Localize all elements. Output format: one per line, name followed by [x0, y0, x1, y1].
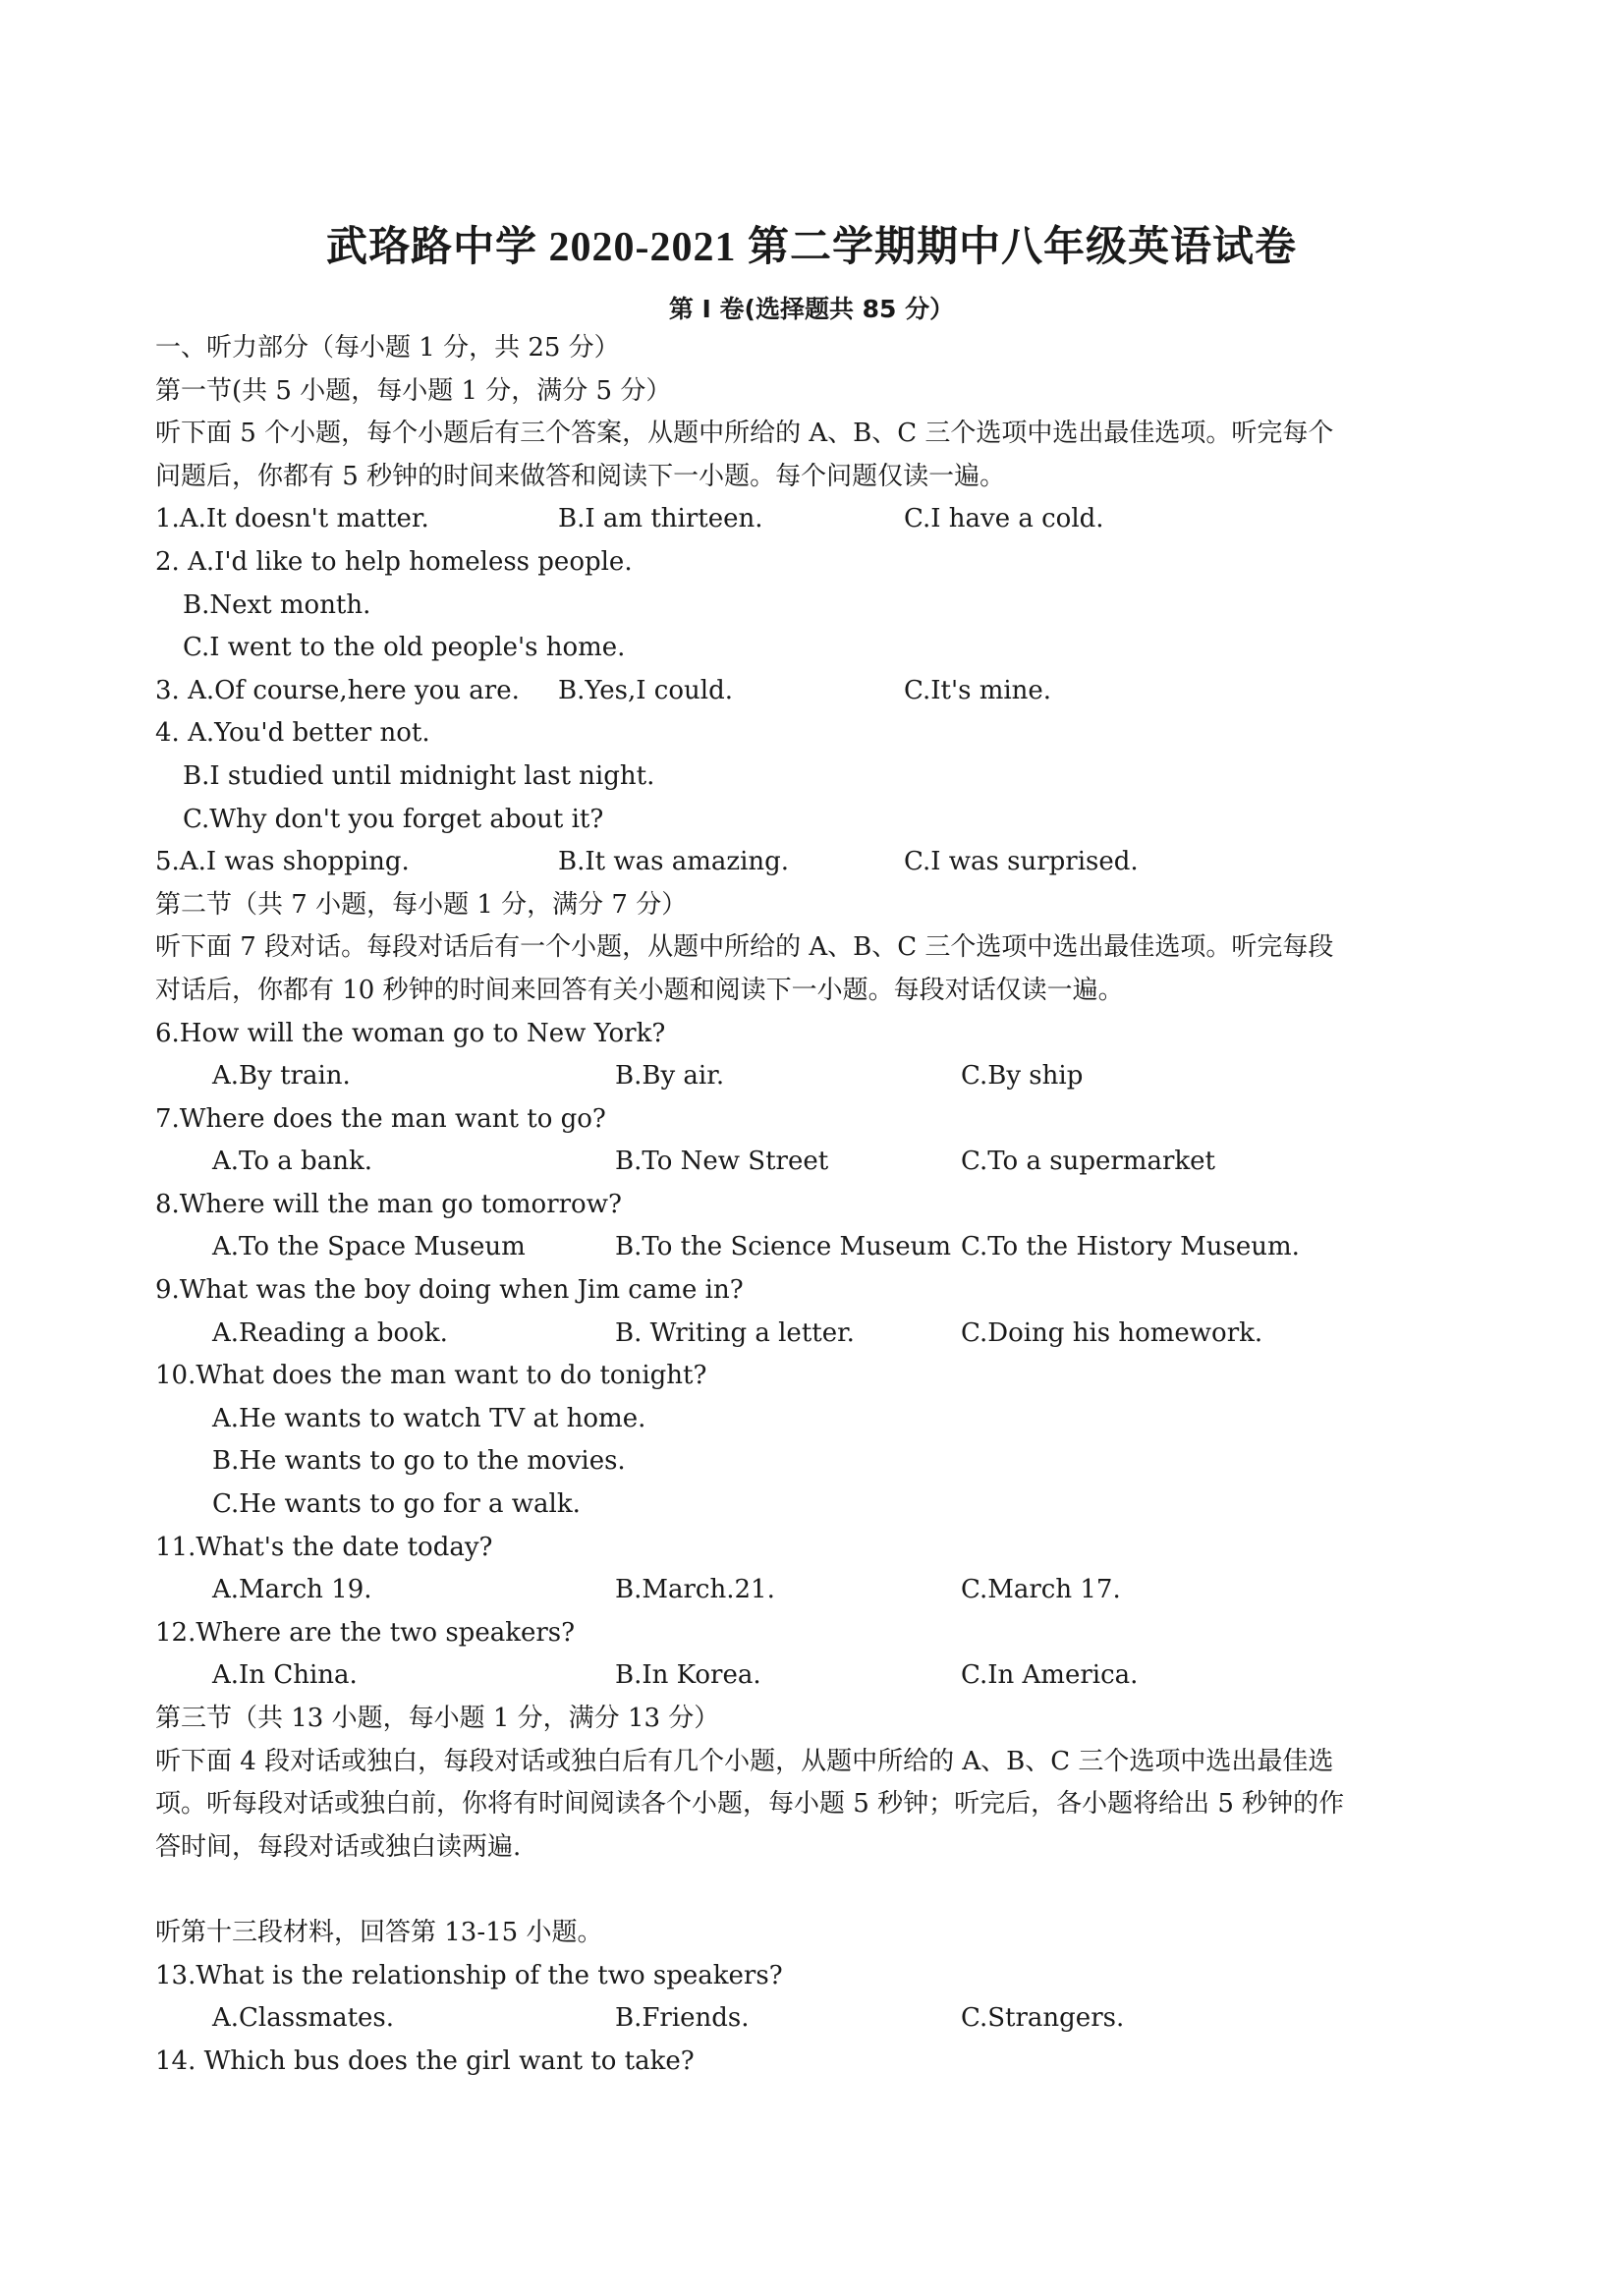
q9-option-a: A.Reading a book. — [212, 1317, 448, 1348]
q2-option-a: 2. A.I'd like to help homeless people. — [155, 546, 633, 577]
question-1-options — [155, 498, 1491, 541]
q5-option-c: C.I was surprised. — [904, 847, 1139, 877]
question-5-options — [155, 841, 1491, 884]
q3-option-a: 3. A.Of course,here you are. — [155, 675, 520, 705]
q8-option-b: B.To the Science Museum — [615, 1232, 951, 1262]
q7-option-c: C.To a supermarket — [961, 1147, 1215, 1177]
section3-instructions-line3: 答时间，每段对话或独白读两遍. — [155, 1831, 522, 1862]
q7-option-a: A.To a bank. — [212, 1147, 372, 1177]
q5-option-a: 5.A.I was shopping. — [155, 847, 410, 877]
question-12: 12.Where are the two speakers? — [155, 1617, 576, 1648]
q8-option-a: A.To the Space Museum — [212, 1232, 526, 1262]
question-13: 13.What is the relationship of the two speakers? — [155, 1960, 783, 1990]
question-14: 14. Which bus does the girl want to take? — [155, 2045, 695, 2076]
question-8-options — [155, 1226, 1491, 1269]
q2-option-c: C.I went to the old people's home. — [183, 633, 626, 663]
question-12-options — [155, 1654, 1491, 1698]
q1-option-c: C.I have a cold. — [904, 504, 1104, 534]
q12-option-b: B.In Korea. — [615, 1660, 761, 1691]
q13-option-a: A.Classmates. — [212, 2003, 395, 2034]
section1-heading: 第一节(共 5 小题，每小题 1 分，满分 5 分） — [155, 375, 672, 406]
q13-option-b: B.Friends. — [615, 2003, 750, 2034]
q3-option-c: C.It's mine. — [904, 675, 1052, 705]
section3-instructions-line1: 听下面 4 段对话或独白，每段对话或独白后有几个小题，从题中所给的 A、B、C 三个选项中选出最佳选 — [155, 1746, 1334, 1776]
exam-content — [155, 327, 1491, 2083]
q12-option-c: C.In America. — [961, 1660, 1139, 1691]
section3-heading: 第三节（共 13 小题，每小题 1 分，满分 13 分） — [155, 1704, 720, 1733]
q10-option-a: A.He wants to watch TV at home. — [212, 1403, 646, 1433]
section3-instructions-line2: 项。听每段对话或独白前，你将有时间阅读各个小题，每小题 5 秒钟；听完后，各小题将给出 5 秒钟的作 — [155, 1789, 1345, 1820]
section2-instructions-line1: 听下面 7 段对话。每段对话后有一个小题，从题中所给的 A、B、C 三个选项中选出最佳选项。听完每段 — [155, 932, 1334, 963]
question-10: 10.What does the man want to do tonight? — [155, 1361, 707, 1391]
q6-option-c: C.By ship — [961, 1061, 1084, 1092]
q4-option-b: B.I studied until midnight last night. — [183, 760, 655, 791]
q12-option-a: A.In China. — [212, 1660, 358, 1691]
q2-option-b: B.Next month. — [183, 589, 371, 620]
q1-option-b: B.I am thirteen. — [558, 504, 763, 534]
q10-option-b: B.He wants to go to the movies. — [212, 1446, 626, 1477]
exam-subtitle: 第 I 卷(选择题共 85 分） — [668, 295, 955, 323]
question-6: 6.How will the woman go to New York? — [155, 1018, 666, 1048]
q11-option-a: A.March 19. — [212, 1575, 372, 1605]
question-6-options — [155, 1055, 1491, 1098]
question-11: 11.What's the date today? — [155, 1532, 493, 1562]
q3-option-b: B.Yes,I could. — [558, 675, 733, 705]
q10-option-c: C.He wants to go for a walk. — [212, 1489, 581, 1520]
q6-option-b: B.By air. — [615, 1061, 725, 1092]
question-9-options — [155, 1313, 1491, 1356]
question-3-options — [155, 670, 1491, 713]
q11-option-c: C.March 17. — [961, 1575, 1121, 1605]
q7-option-b: B.To New Street — [615, 1147, 829, 1177]
q6-option-a: A.By train. — [212, 1061, 351, 1092]
material-13-heading: 听第十三段材料，回答第 13-15 小题。 — [155, 1917, 603, 1947]
question-7: 7.Where does the man want to go? — [155, 1103, 606, 1134]
section2-instructions-line2: 对话后，你都有 10 秒钟的时间来回答有关小题和阅读下一小题。每段对话仅读一遍。 — [155, 975, 1124, 1005]
q13-option-c: C.Strangers. — [961, 2003, 1125, 2034]
question-8: 8.Where will the man go tomorrow? — [155, 1189, 622, 1219]
q9-option-c: C.Doing his homework. — [961, 1317, 1263, 1348]
q1-option-a: 1.A.It doesn't matter. — [155, 504, 429, 534]
blank-line — [155, 1869, 1491, 1912]
q4-option-a: 4. A.You'd better not. — [155, 718, 430, 749]
question-11-options — [155, 1569, 1491, 1612]
q4-option-c: C.Why don't you forget about it? — [183, 804, 604, 834]
part-heading: 一、听力部分（每小题 1 分，共 25 分） — [155, 333, 620, 363]
q9-option-b: B. Writing a letter. — [615, 1317, 855, 1348]
section1-instructions-line2: 问题后，你都有 5 秒钟的时间来做答和阅读下一小题。每个问题仅读一遍。 — [155, 461, 1006, 491]
exam-title: 武珞路中学 2020-2021 第二学期期中八年级英语试卷 — [326, 225, 1297, 270]
question-7-options — [155, 1141, 1491, 1184]
q8-option-c: C.To the History Museum. — [961, 1232, 1300, 1262]
q5-option-b: B.It was amazing. — [558, 847, 790, 877]
q11-option-b: B.March.21. — [615, 1575, 775, 1605]
section1-instructions-line1: 听下面 5 个小题，每个小题后有三个答案，从题中所给的 A、B、C 三个选项中选出最佳选项。听完每个 — [155, 419, 1334, 449]
question-9: 9.What was the boy doing when Jim came in? — [155, 1275, 744, 1306]
section2-heading: 第二节（共 7 小题，每小题 1 分，满分 7 分） — [155, 889, 688, 920]
question-13-options — [155, 1997, 1491, 2041]
